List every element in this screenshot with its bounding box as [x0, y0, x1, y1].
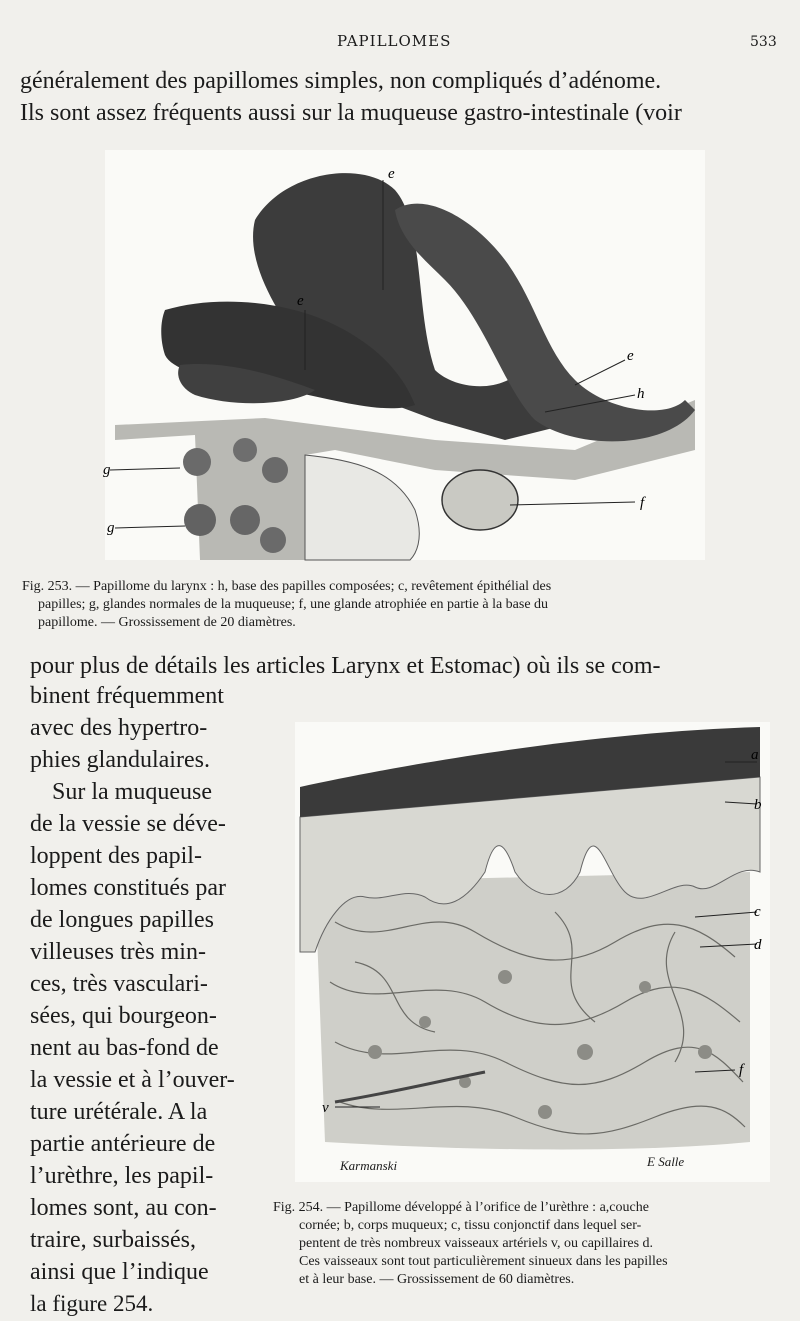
column-line: nent au bas-fond de: [30, 1035, 219, 1061]
running-title: PAPILLOMES: [337, 32, 452, 50]
larynx-papilloma-drawing: [105, 150, 705, 560]
column-line: traire, surbaissés,: [30, 1227, 196, 1253]
figure-253-label-e-right: e: [627, 348, 634, 364]
column-line: villeuses très min-: [30, 939, 206, 965]
figure-253-illustration: [105, 150, 705, 560]
column-line: ces, très vasculari-: [30, 971, 208, 997]
figure-254-label-f: f: [739, 1062, 744, 1078]
column-line: la vessie et à l’ouver-: [30, 1067, 235, 1093]
column-line: l’urèthre, les papil-: [30, 1163, 214, 1189]
column-line: loppent des papil-: [30, 843, 202, 869]
figure-253-caption-line: papillome. — Grossissement de 20 diamètres.: [38, 615, 296, 630]
figure-253-label-e-left: e: [297, 293, 304, 309]
column-line: lomes sont, au con-: [30, 1195, 217, 1221]
figure-254-label-b: b: [754, 797, 762, 813]
column-line: sées, qui bourgeon-: [30, 1003, 217, 1029]
column-line: lomes constitués par: [30, 875, 226, 901]
intro-line: généralement des papillomes simples, non compliqués d’adénome.: [20, 68, 662, 94]
column-line: ainsi que l’indique: [30, 1259, 209, 1285]
figure-254-caption-line: pentent de très nombreux vaisseaux artériels v, ou capillaires d.: [299, 1236, 654, 1251]
figure-254-caption-line: Ces vaisseaux sont tout particulièrement sinueux dans les papilles: [299, 1254, 668, 1269]
figure-254-illustration: [295, 722, 770, 1182]
figure-254-label-c: c: [754, 904, 761, 920]
engraver-signature: Karmanski: [340, 1158, 398, 1173]
urethra-papilloma-drawing: [295, 722, 770, 1182]
column-line: la figure 254.: [30, 1291, 154, 1316]
figure-254-label-a: a: [751, 747, 759, 763]
column-line: ture urétérale. A la: [30, 1099, 208, 1125]
column-line: Sur la muqueuse: [52, 779, 212, 805]
figure-253-caption-line: papilles; g, glandes normales de la muqueuse; f, une glande atrophiée en partie à la base du: [38, 597, 549, 612]
figure-254-caption-line: et à leur base. — Grossissement de 60 diamètres.: [299, 1272, 575, 1287]
figure-253-label-g-upper: g: [103, 462, 111, 478]
column-line: de longues papilles: [30, 907, 214, 933]
figure-253-caption-line: Fig. 253. — Papillome du larynx : h, base des papilles composées; c, revêtement épithélial des: [22, 579, 552, 594]
page-number: 533: [750, 34, 777, 50]
continuation-line: pour plus de détails les articles Larynx et Estomac) où ils se com-: [30, 653, 661, 679]
figure-253-label-f: f: [640, 495, 645, 511]
column-line: phies glandulaires.: [30, 747, 210, 773]
column-line: de la vessie se déve-: [30, 811, 226, 837]
running-head: [0, 30, 800, 54]
figure-254-label-v: v: [322, 1100, 329, 1116]
figure-253-label-e-top: e: [388, 166, 395, 182]
figure-254-caption-line: Fig. 254. — Papillome développé à l’orifice de l’urèthre : a,couche: [273, 1200, 649, 1215]
figure-254-label-d: d: [754, 937, 762, 953]
column-line: partie antérieure de: [30, 1131, 216, 1157]
figure-254-caption-line: cornée; b, corps muqueux; c, tissu conjonctif dans lequel ser-: [299, 1218, 642, 1233]
figure-253-label-g-lower: g: [107, 520, 115, 536]
column-line: avec des hypertro-: [30, 715, 208, 741]
column-line: binent fréquemment: [30, 683, 224, 709]
intro-line: Ils sont assez fréquents aussi sur la muqueuse gastro-intestinale (voir: [20, 100, 682, 126]
figure-253-label-h: h: [637, 386, 645, 402]
artist-signature: E Salle: [647, 1154, 685, 1169]
